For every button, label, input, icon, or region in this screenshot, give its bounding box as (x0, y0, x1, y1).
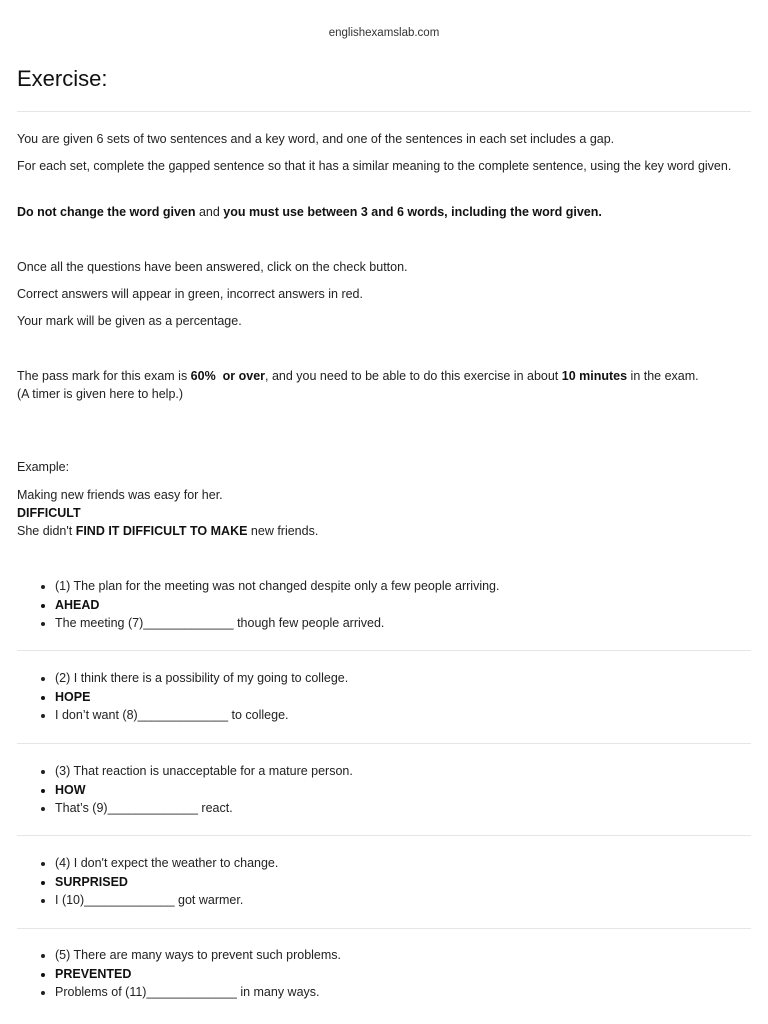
question-keyword: • AHEAD (55, 596, 499, 615)
question-2 (17, 669, 348, 725)
question-keyword: • SURPRISED (55, 873, 278, 892)
mark-instruction: Your mark will be given as a percentage. (17, 314, 242, 328)
question-gapped-sentence: • That’s (9)_____________ react. (55, 799, 353, 818)
rule-bold-1: Do not change the word given (17, 205, 196, 219)
pass-text-3: in the exam. (627, 369, 699, 383)
question-sentence: • (1) The plan for the meeting was not changed despite only a few people arriving. (55, 577, 499, 596)
site-domain: englishexamslab.com (328, 27, 440, 39)
question-3 (17, 762, 353, 818)
pass-percentage: 60% or over (190, 369, 266, 383)
check-instruction: Once all the questions have been answered, click on the check button. (17, 260, 408, 274)
question-keyword: • PREVENTED (55, 965, 341, 984)
question-sentence: • (2) I think there is a possibility of my going to college. (55, 669, 348, 688)
rule-connector: and (195, 205, 224, 219)
intro-rule (17, 203, 737, 221)
question-gapped-sentence: • The meeting (7)_____________ though few people arrived. (55, 614, 499, 633)
intro-paragraph-2: For each set, complete the gapped sentence so that it has a similar meaning to the complete sentence, using the key word given. (17, 159, 732, 173)
question-gapped-sentence: • I don’t want (8)_____________ to college. (55, 706, 348, 725)
pass-duration: 10 minutes (561, 369, 628, 383)
question-1 (17, 577, 499, 633)
question-keyword: • HOPE (55, 688, 348, 707)
question-sentence: • (4) I don't expect the weather to change. (55, 854, 278, 873)
question-keyword: • HOW (55, 781, 353, 800)
question-divider (17, 835, 751, 836)
intro-paragraph-1: You are given 6 sets of two sentences and a key word, and one of the sentences in each set includes a gap. (17, 132, 615, 146)
pass-mark-paragraph (17, 367, 737, 403)
pass-text-1: The pass mark for this exam is (17, 369, 191, 383)
example-answer: She didn't FIND IT DIFFICULT TO MAKE new friends. (17, 524, 319, 538)
example-sentence: Making new friends was easy for her. (17, 488, 223, 502)
question-5 (17, 946, 341, 1002)
question-divider (17, 743, 751, 744)
example-keyword: DIFFICULT (17, 506, 81, 520)
question-divider (17, 928, 751, 929)
color-instruction: Correct answers will appear in green, incorrect answers in red. (17, 287, 363, 301)
question-divider (17, 650, 751, 651)
question-4 (17, 854, 278, 910)
question-gapped-sentence: • I (10)_____________ got warmer. (55, 891, 278, 910)
question-sentence: • (3) That reaction is unacceptable for a mature person. (55, 762, 353, 781)
title-divider (17, 111, 751, 112)
pass-text-2: , and you need to be able to do this exercise in about (265, 369, 562, 383)
example-label: Example: (17, 460, 70, 474)
page-title: Exercise: (17, 66, 108, 91)
question-gapped-sentence: • Problems of (11)_____________ in many ways. (55, 983, 341, 1002)
timer-note: (A timer is given here to help.) (17, 387, 184, 401)
example-block (17, 486, 737, 540)
rule-bold-2: you must use between 3 and 6 words, including the word given. (223, 205, 602, 219)
question-sentence: • (5) There are many ways to prevent such problems. (55, 946, 341, 965)
